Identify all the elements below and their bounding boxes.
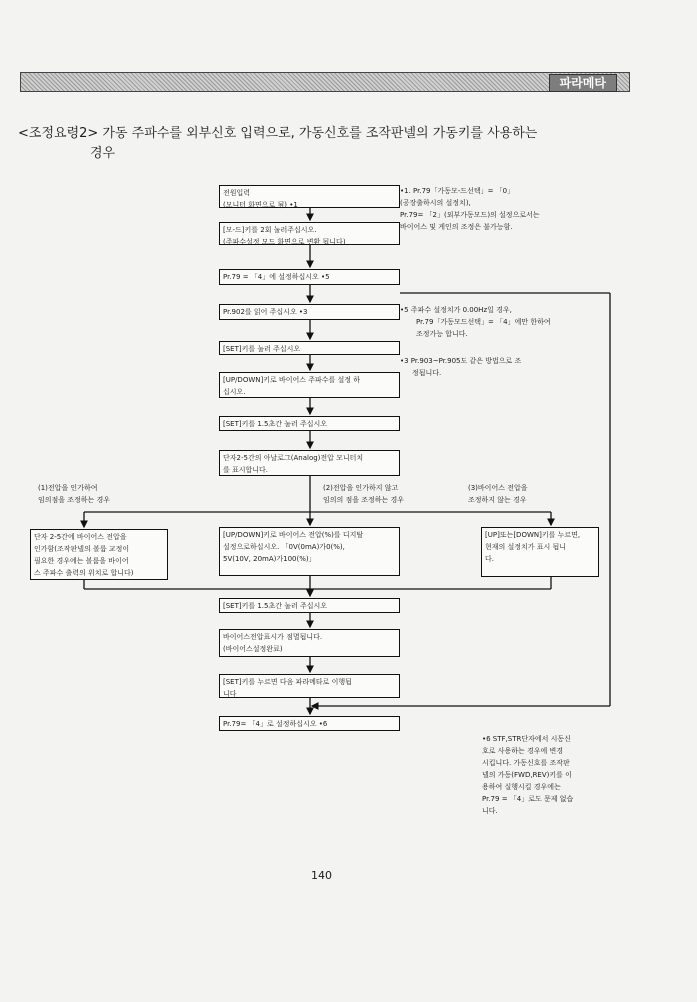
right-bias-box: [UP]또는[DOWN]키를 누르면, 현재의 설정치가 표시 됩니 다. [481, 527, 599, 577]
step-set-hold-2: [SET]키를 1.5초간 눌러 주십시오 [219, 598, 400, 613]
step-press-set: [SET]키를 눌러 주십시오 [219, 341, 400, 355]
page-number: 140 [311, 869, 332, 882]
step-next-parameter: [SET]키를 누르면 다음 파라메타로 이행됩 니다 [219, 674, 400, 698]
note-1: •1. Pr.79「가동모-드선택」= 「0」 (공장출하시의 설정치), Pr.79= 「2」(외부가동모드)의 설정으로서는 바이어스 및 게인의 조정은 불가능함. [400, 187, 540, 231]
step-set-hold: [SET]키를 1.5초간 눌러 주십시오 [219, 416, 400, 431]
step-bias-blink: 바이어스전압표시가 점멸됩니다. (바이어스설정완료) [219, 629, 400, 657]
step-set-pr79-final: Pr.79= 「4」로 설정하십시오 •6 [219, 716, 400, 731]
heading-line-1: <조정요령2> 가동 주파수를 외부신호 입력으로, 가동신호를 조작판넬의 가동키를 사용하는 [18, 126, 538, 141]
note-3: •3 Pr.903~Pr.905도 같은 방법으로 조 정됩니다. [400, 357, 522, 377]
step-read-pr902: Pr.902를 읽어 주십시오 •3 [219, 304, 400, 320]
step-bias-frequency: [UP/DOWN]키로 바이어스 주파수를 설정 하 십시오. [219, 372, 400, 398]
header-title: 파라메타 [549, 74, 617, 92]
branch-label-1: (1)전압을 인가하여 임의점을 조정하는 경우 [38, 484, 111, 504]
step-set-pr79: Pr.79 = 「4」에 설정하십시오 •5 [219, 269, 400, 285]
branch-label-2: (2)전압을 인가하지 않고 임의의 점을 조정하는 경우 [323, 484, 405, 504]
step-mode-key: [모-드]키를 2회 눌러주십시오. (주파수설정 모드 화면으로 변환 됩니다) [219, 222, 400, 245]
step-power-on: 전원입력 (모니터 화면으로 됨) •1 [219, 185, 400, 208]
left-bias-box: 단자 2-5간에 바이어스 전압을 인가함(조작판넬의 볼륨 교정이 필요한 경우에는 볼륨을 바이어 스 주파수 출력의 위치로 합니다) [30, 529, 168, 580]
branch-label-3: (3)바이어스 전압을 조정하지 않는 경우 [468, 484, 528, 504]
step-analog-monitor: 단자2-5간의 아날로그(Analog)전압 모니터치 를 표시합니다. [219, 450, 400, 476]
note-5: •5 주파수 설정치가 0.00Hz일 경우, Pr.79「가동모드선택」= 「4」에만 한하여 조정가능 합니다. [400, 306, 551, 338]
heading-line-2: 경우 [90, 146, 116, 161]
note-6: •6 STF,STR단자에서 시동신 호로 사용하는 경우에 변경 시킵니다. 가동신호를 조작판 넬의 가동(FWD,REV)키를 이 용하여 실행시킬 경우에는 Pr.79 = 「4」로도 문제 없습 니다. [482, 735, 574, 815]
center-bias-box: [UP/DOWN]키로 바이어스 전압(%)를 디지탈 설정으로하십시오. 「0V(0mA)가0(%), 5V(10V, 20mA)가100(%)」 [219, 527, 400, 576]
